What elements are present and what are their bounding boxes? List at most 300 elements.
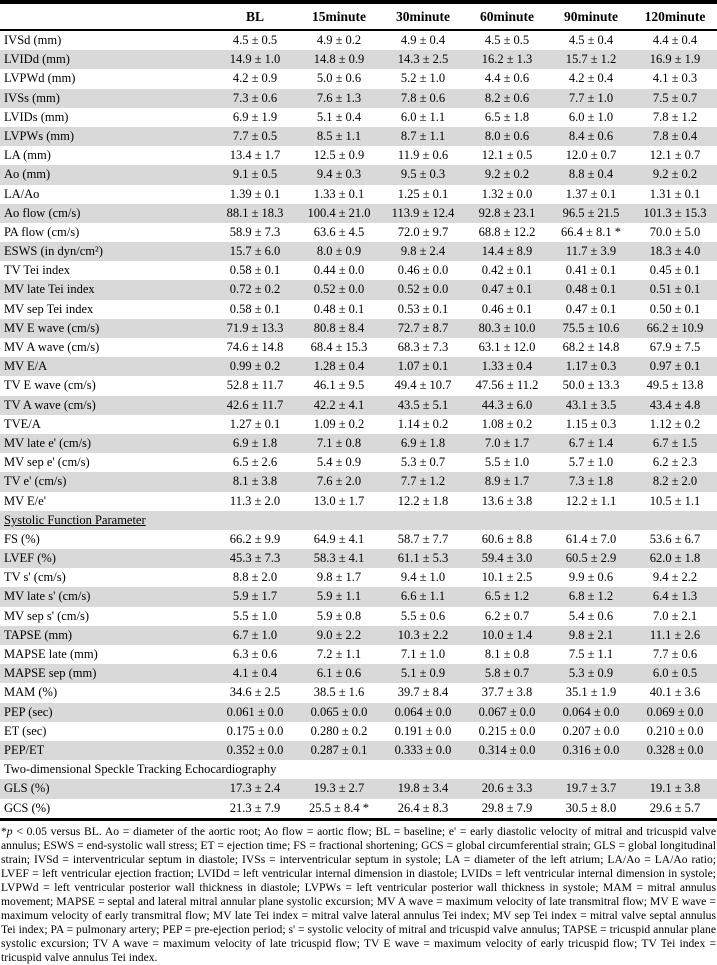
- cell-value: 7.7 ± 1.0: [568, 90, 614, 105]
- table-row: [0, 338, 717, 357]
- cell-value: 4.9 ± 0.2: [316, 33, 362, 47]
- row-label: TAPSE (mm): [4, 627, 73, 642]
- cell-value: 4.5 ± 0.5: [232, 33, 278, 47]
- cell-value: 44.3 ± 6.0: [481, 397, 533, 412]
- cell-value: 7.1 ± 1.0: [400, 647, 446, 661]
- cell-value: 0.065 ± 0.0: [310, 704, 368, 719]
- cell-value: 8.4 ± 0.6: [568, 128, 614, 143]
- cell-value: 6.9 ± 1.9: [232, 109, 278, 124]
- cell-value: 42.6 ± 11.7: [226, 397, 284, 412]
- cell-value: 88.1 ± 18.3: [226, 205, 284, 220]
- cell-value: 5.0 ± 0.6: [316, 71, 362, 86]
- row-label: TV A wave (cm/s): [4, 397, 96, 412]
- cell-value: 0.47 ± 0.1: [481, 282, 533, 297]
- cell-value: 21.3 ± 7.9: [229, 800, 281, 815]
- cell-value: 72.7 ± 8.7: [397, 320, 449, 335]
- cell-value: 43.5 ± 5.1: [397, 397, 449, 412]
- cell-value: 5.9 ± 1.7: [232, 589, 278, 604]
- cell-value: 0.067 ± 0.0: [478, 704, 536, 719]
- cell-value: 6.0 ± 0.5: [652, 666, 698, 681]
- cell-value: 66.2 ± 10.9: [646, 320, 704, 335]
- cell-value: 62.0 ± 1.8: [649, 551, 701, 566]
- cell-value: 50.0 ± 13.3: [562, 378, 620, 393]
- table-row: [0, 223, 717, 242]
- cell-value: 29.8 ± 7.9: [481, 800, 533, 815]
- cell-value: 8.2 ± 2.0: [652, 474, 698, 489]
- table-row: [0, 242, 717, 261]
- cell-value: 113.9 ± 12.4: [391, 205, 455, 220]
- row-label: MV E/e': [4, 493, 46, 508]
- cell-value: 0.069 ± 0.0: [646, 704, 704, 719]
- row-label: MV sep e' (cm/s): [4, 455, 90, 470]
- cell-value: 6.3 ± 0.6: [232, 647, 278, 661]
- cell-value: 1.25 ± 0.1: [397, 186, 449, 201]
- cell-value: 9.2 ± 0.2: [652, 167, 698, 182]
- cell-value: 66.4 ± 8.1 *: [561, 224, 621, 239]
- cell-value: 72.0 ± 9.7: [397, 224, 449, 239]
- cell-value: 63.1 ± 12.0: [478, 340, 536, 354]
- cell-value: 0.314 ± 0.0: [478, 742, 536, 757]
- row-label: IVSd (mm): [4, 33, 62, 47]
- cell-value: 6.2 ± 2.3: [652, 455, 698, 470]
- cell-value: 13.0 ± 1.7: [313, 493, 365, 508]
- cell-value: 16.9 ± 1.9: [649, 52, 701, 67]
- cell-value: 29.6 ± 5.7: [649, 800, 701, 815]
- table-row: [0, 626, 717, 645]
- cell-value: 68.8 ± 12.2: [478, 224, 536, 239]
- cell-value: 75.5 ± 10.6: [562, 320, 620, 335]
- cell-value: 43.4 ± 4.8: [649, 397, 701, 412]
- cell-value: 0.48 ± 0.1: [313, 301, 365, 316]
- table-row: [0, 300, 717, 319]
- cell-value: 1.27 ± 0.1: [229, 416, 281, 431]
- cell-value: 7.0 ± 1.7: [484, 435, 530, 450]
- table-row: [0, 31, 717, 50]
- cell-value: 7.5 ± 1.1: [568, 647, 614, 661]
- cell-value: 15.7 ± 1.2: [565, 52, 617, 67]
- cell-value: 6.5 ± 2.6: [232, 455, 278, 470]
- cell-value: 8.1 ± 3.8: [232, 474, 278, 489]
- cell-value: 12.1 ± 0.5: [481, 148, 533, 163]
- cell-value: 0.42 ± 0.1: [481, 263, 533, 278]
- cell-value: 66.2 ± 9.9: [229, 531, 281, 546]
- section-row: [0, 760, 717, 779]
- cell-value: 0.333 ± 0.0: [394, 742, 452, 757]
- table-header-row: [0, 4, 717, 31]
- cell-value: 0.51 ± 0.1: [649, 282, 701, 297]
- cell-value: 92.8 ± 23.1: [478, 205, 536, 220]
- cell-value: 37.7 ± 3.8: [481, 685, 533, 700]
- table-row: [0, 185, 717, 204]
- cell-value: 68.2 ± 14.8: [562, 340, 620, 354]
- cell-value: 80.3 ± 10.0: [478, 320, 536, 335]
- table-row: [0, 587, 717, 606]
- row-label: PEP (sec): [4, 704, 53, 719]
- cell-value: 42.2 ± 4.1: [313, 397, 365, 412]
- cell-value: 49.5 ± 13.8: [646, 378, 704, 393]
- cell-value: 5.8 ± 0.7: [484, 666, 530, 681]
- cell-value: 8.1 ± 0.8: [484, 647, 530, 661]
- cell-value: 7.6 ± 1.3: [316, 90, 362, 105]
- cell-value: 7.7 ± 0.6: [652, 647, 698, 661]
- cell-value: 47.56 ± 11.2: [475, 378, 539, 393]
- table-row: [0, 607, 717, 626]
- cell-value: 9.0 ± 2.2: [316, 627, 362, 642]
- column-header: 90minute: [564, 9, 618, 24]
- cell-value: 13.6 ± 3.8: [481, 493, 533, 508]
- cell-value: 12.1 ± 0.7: [649, 148, 701, 163]
- row-label: FS (%): [4, 531, 40, 546]
- cell-value: 40.1 ± 3.6: [649, 685, 701, 700]
- table-row: [0, 69, 717, 88]
- cell-value: 9.4 ± 2.2: [652, 570, 698, 585]
- cell-value: 0.287 ± 0.1: [310, 742, 368, 757]
- cell-value: 12.2 ± 1.1: [565, 493, 617, 508]
- cell-value: 0.99 ± 0.2: [229, 359, 281, 374]
- cell-value: 7.6 ± 2.0: [316, 474, 362, 489]
- footnote: [0, 821, 717, 965]
- table-row: [0, 549, 717, 568]
- row-label: TVE/A: [4, 416, 41, 431]
- footnote-text: < 0.05 versus BL. Ao = diameter of the aortic root; Ao flow = aortic flow; BL = baseline; e' = early diastolic velocity of mitral and tricuspid valve annulus; ESWS = end-systolic wall stress; ET = ejection time; FS = fractional shortening; GCS = global circumferential strain; GLS = global longitudinal strain; IVSd = interventricular septum in diastole; IVSs = interventricular septum in systole; LA = diameter of the left atrium; LA/Ao = LA/Ao ratio; LVEF = left ventricular ejection fraction; LVIDd = left ventricular internal dimension in diastole; LVIDs = left ventricular internal dimension in systole; LVPWd = left ventricular posterior wall thickness in diastole; LVPWs = left ventricular posterior wall thickness in systole; MAM = mitral annulus movement; MAPSE = septal and lateral mitral annular plane systolic excursion; MV A wave = maximum velocity of late transmitral flow; MV E wave = maximum velocity of early transmitral flow; MV late Tei index = mitral valve lateral annulus Tei index; MV sep Tei index = mitral valve septal annulus Tei index; PA = pulmonary artery; PEP = pre-ejection period; s' = systolic velocity of mitral and tricuspid valve annulus; TAPSE = tricuspid annular plane systolic excursion; TV A wave = maximum velocity of late tricuspid flow; TV E wave = maximum velocity of early tricuspid flow; TV Tei index = tricuspid valve annulus Tei index.: [1, 824, 716, 964]
- row-label: GLS (%): [4, 781, 50, 796]
- cell-value: 0.58 ± 0.1: [229, 263, 281, 278]
- footnote-italic-p: p: [6, 824, 13, 838]
- cell-value: 19.8 ± 3.4: [397, 781, 449, 796]
- column-header: 15minute: [312, 9, 366, 24]
- cell-value: 1.08 ± 0.2: [481, 416, 533, 431]
- cell-value: 10.5 ± 1.1: [649, 493, 701, 508]
- cell-value: 5.3 ± 0.9: [568, 666, 614, 681]
- row-label: TV Tei index: [4, 263, 71, 278]
- cell-value: 0.061 ± 0.0: [226, 704, 284, 719]
- cell-value: 0.52 ± 0.0: [313, 282, 365, 297]
- cell-value: 14.4 ± 8.9: [481, 244, 533, 259]
- cell-value: 4.2 ± 0.9: [232, 71, 278, 86]
- column-header: 30minute: [396, 9, 450, 24]
- cell-value: 1.32 ± 0.0: [481, 186, 533, 201]
- cell-value: 26.4 ± 8.3: [397, 800, 449, 815]
- row-label: MV late Tei index: [4, 282, 95, 297]
- table-row: [0, 741, 717, 760]
- cell-value: 8.7 ± 1.1: [400, 128, 446, 143]
- row-label: GCS (%): [4, 800, 51, 815]
- cell-value: 101.3 ± 15.3: [643, 205, 707, 220]
- cell-value: 70.0 ± 5.0: [649, 224, 701, 239]
- cell-value: 6.6 ± 1.1: [400, 589, 446, 604]
- row-label: LVEF (%): [4, 551, 56, 566]
- table-row: [0, 127, 717, 146]
- cell-value: 8.8 ± 0.4: [568, 167, 614, 182]
- cell-value: 4.2 ± 0.4: [568, 71, 614, 86]
- table-row: [0, 376, 717, 395]
- table-row: [0, 664, 717, 683]
- cell-value: 43.1 ± 3.5: [565, 397, 617, 412]
- cell-value: 7.8 ± 0.4: [652, 128, 698, 143]
- cell-value: 0.316 ± 0.0: [562, 742, 620, 757]
- cell-value: 0.46 ± 0.0: [397, 263, 449, 278]
- cell-value: 0.97 ± 0.1: [649, 359, 701, 374]
- row-label: MV late s' (cm/s): [4, 589, 91, 604]
- cell-value: 7.8 ± 1.2: [652, 109, 698, 124]
- cell-value: 9.4 ± 1.0: [400, 570, 446, 585]
- cell-value: 20.6 ± 3.3: [481, 781, 533, 796]
- row-label: MV A wave (cm/s): [4, 340, 100, 354]
- table-row: [0, 108, 717, 127]
- cell-value: 60.6 ± 8.8: [481, 531, 533, 546]
- cell-value: 60.5 ± 2.9: [565, 551, 617, 566]
- cell-value: 4.4 ± 0.4: [652, 33, 698, 47]
- cell-value: 7.3 ± 0.6: [232, 90, 278, 105]
- table-row: [0, 89, 717, 108]
- cell-value: 1.14 ± 0.2: [397, 416, 449, 431]
- cell-value: 71.9 ± 13.3: [226, 320, 284, 335]
- cell-value: 1.09 ± 0.2: [313, 416, 365, 431]
- cell-value: 4.9 ± 0.4: [400, 33, 446, 47]
- cell-value: 34.6 ± 2.5: [229, 685, 281, 700]
- cell-value: 6.5 ± 1.2: [484, 589, 530, 604]
- cell-value: 4.5 ± 0.4: [568, 33, 614, 47]
- cell-value: 96.5 ± 21.5: [562, 205, 620, 220]
- row-label: LA/Ao: [4, 186, 40, 201]
- cell-value: 5.1 ± 0.4: [316, 109, 362, 124]
- cell-value: 80.8 ± 8.4: [313, 320, 365, 335]
- cell-value: 5.5 ± 0.6: [400, 608, 446, 623]
- cell-value: 67.9 ± 7.5: [649, 340, 701, 354]
- cell-value: 25.5 ± 8.4 *: [309, 800, 369, 815]
- cell-value: 6.9 ± 1.8: [400, 435, 446, 450]
- footnote-asterisk: *: [1, 824, 7, 838]
- cell-value: 0.58 ± 0.1: [229, 301, 281, 316]
- table-row: [0, 530, 717, 549]
- cell-value: 1.31 ± 0.1: [649, 186, 701, 201]
- row-label: TV s' (cm/s): [4, 570, 66, 585]
- table-row: [0, 261, 717, 280]
- cell-value: 61.4 ± 7.0: [565, 531, 617, 546]
- row-label: PA flow (cm/s): [4, 224, 80, 239]
- cell-value: 0.328 ± 0.0: [646, 742, 704, 757]
- table-row: [0, 683, 717, 702]
- row-label: LVIDd (mm): [4, 52, 70, 67]
- table-row: [0, 779, 717, 798]
- cell-value: 12.0 ± 0.7: [565, 148, 617, 163]
- row-label: PEP/ET: [4, 742, 45, 757]
- row-label: LVIDs (mm): [4, 109, 69, 124]
- cell-value: 5.9 ± 1.1: [316, 589, 362, 604]
- cell-value: 10.0 ± 1.4: [481, 627, 533, 642]
- table-row: [0, 472, 717, 491]
- cell-value: 5.3 ± 0.7: [400, 455, 446, 470]
- cell-value: 1.12 ± 0.2: [649, 416, 701, 431]
- cell-value: 5.2 ± 1.0: [400, 71, 446, 86]
- cell-value: 9.1 ± 0.5: [232, 167, 278, 182]
- row-label: MV late e' (cm/s): [4, 435, 92, 450]
- table-row: [0, 492, 717, 511]
- cell-value: 0.064 ± 0.0: [562, 704, 620, 719]
- cell-value: 11.7 ± 3.9: [565, 244, 617, 259]
- cell-value: 74.6 ± 14.8: [226, 340, 284, 354]
- cell-value: 7.3 ± 1.8: [568, 474, 614, 489]
- row-label: TV E wave (cm/s): [4, 378, 96, 393]
- cell-value: 35.1 ± 1.9: [565, 685, 617, 700]
- cell-value: 6.1 ± 0.6: [316, 666, 362, 681]
- table-row: [0, 799, 717, 818]
- cell-value: 10.3 ± 2.2: [397, 627, 449, 642]
- column-header: BL: [245, 9, 264, 24]
- cell-value: 11.3 ± 2.0: [229, 493, 281, 508]
- table-row: [0, 415, 717, 434]
- cell-value: 6.7 ± 1.4: [568, 435, 614, 450]
- cell-value: 7.1 ± 0.8: [316, 435, 362, 450]
- cell-value: 14.8 ± 0.9: [313, 52, 365, 67]
- cell-value: 1.17 ± 0.3: [565, 359, 617, 374]
- row-label: Ao (mm): [4, 167, 51, 182]
- cell-value: 5.1 ± 0.9: [400, 666, 446, 681]
- row-label: MV E wave (cm/s): [4, 320, 100, 335]
- cell-value: 6.0 ± 1.1: [400, 109, 446, 124]
- cell-value: 0.41 ± 0.1: [565, 263, 617, 278]
- cell-value: 9.4 ± 0.3: [316, 167, 362, 182]
- table-body: [0, 31, 717, 818]
- cell-value: 6.7 ± 1.0: [232, 627, 278, 642]
- cell-value: 100.4 ± 21.0: [307, 205, 371, 220]
- table-row: [0, 357, 717, 376]
- cell-value: 7.7 ± 1.2: [400, 474, 446, 489]
- cell-value: 7.8 ± 0.6: [400, 90, 446, 105]
- cell-value: 1.39 ± 0.1: [229, 186, 281, 201]
- cell-value: 8.0 ± 0.9: [316, 244, 362, 259]
- table-row: [0, 319, 717, 338]
- cell-value: 53.6 ± 6.7: [649, 531, 701, 546]
- table-row: [0, 50, 717, 69]
- row-label: MV sep s' (cm/s): [4, 608, 90, 623]
- cell-value: 14.9 ± 1.0: [229, 52, 281, 67]
- cell-value: 18.3 ± 4.0: [649, 244, 701, 259]
- table-row: [0, 434, 717, 453]
- cell-value: 6.4 ± 1.3: [652, 589, 698, 604]
- cell-value: 0.47 ± 0.1: [565, 301, 617, 316]
- cell-value: 4.5 ± 0.5: [484, 33, 530, 47]
- cell-value: 9.2 ± 0.2: [484, 167, 530, 182]
- cell-value: 0.52 ± 0.0: [397, 282, 449, 297]
- cell-value: 58.7 ± 7.7: [397, 531, 449, 546]
- cell-value: 9.8 ± 1.7: [316, 570, 362, 585]
- cell-value: 16.2 ± 1.3: [481, 52, 533, 67]
- cell-value: 17.3 ± 2.4: [229, 781, 281, 796]
- cell-value: 8.2 ± 0.6: [484, 90, 530, 105]
- cell-value: 1.37 ± 0.1: [565, 186, 617, 201]
- cell-value: 6.8 ± 1.2: [568, 589, 614, 604]
- cell-value: 45.3 ± 7.3: [229, 551, 281, 566]
- cell-value: 6.9 ± 1.8: [232, 435, 278, 450]
- table-row: [0, 453, 717, 472]
- table-row: [0, 165, 717, 184]
- cell-value: 30.5 ± 8.0: [565, 800, 617, 815]
- cell-value: 52.8 ± 11.7: [226, 378, 284, 393]
- row-label: MV sep Tei index: [4, 301, 94, 316]
- cell-value: 8.0 ± 0.6: [484, 128, 530, 143]
- row-label: ET (sec): [4, 723, 47, 738]
- cell-value: 0.207 ± 0.0: [562, 723, 620, 738]
- cell-value: 63.6 ± 4.5: [313, 224, 365, 239]
- cell-value: 5.7 ± 1.0: [568, 455, 614, 470]
- cell-value: 0.280 ± 0.2: [310, 723, 368, 738]
- row-label: ESWS (in dyn/cm²): [4, 244, 103, 259]
- row-label: MAPSE late (mm): [4, 647, 98, 661]
- cell-value: 5.5 ± 1.0: [232, 608, 278, 623]
- cell-value: 39.7 ± 8.4: [397, 685, 449, 700]
- section-title: Systolic Function Parameter: [4, 512, 146, 527]
- table-row: [0, 722, 717, 741]
- cell-value: 9.9 ± 0.6: [568, 570, 614, 585]
- cell-value: 0.48 ± 0.1: [565, 282, 617, 297]
- cell-value: 7.7 ± 0.5: [232, 128, 278, 143]
- cell-value: 0.44 ± 0.0: [313, 263, 365, 278]
- cell-value: 38.5 ± 1.6: [313, 685, 365, 700]
- table-row: [0, 568, 717, 587]
- cell-value: 1.33 ± 0.4: [481, 359, 533, 374]
- cell-value: 0.352 ± 0.0: [226, 742, 284, 757]
- cell-value: 1.28 ± 0.4: [313, 359, 365, 374]
- cell-value: 0.191 ± 0.0: [394, 723, 452, 738]
- cell-value: 0.50 ± 0.1: [649, 301, 701, 316]
- cell-value: 9.5 ± 0.3: [400, 167, 446, 182]
- section-row: [0, 511, 717, 530]
- cell-value: 15.7 ± 6.0: [229, 244, 281, 259]
- cell-value: 5.4 ± 0.6: [568, 608, 614, 623]
- cell-value: 7.0 ± 2.1: [652, 608, 698, 623]
- cell-value: 61.1 ± 5.3: [397, 551, 449, 566]
- cell-value: 4.4 ± 0.6: [484, 71, 530, 86]
- cell-value: 8.9 ± 1.7: [484, 474, 530, 489]
- cell-value: 6.0 ± 1.0: [568, 109, 614, 124]
- cell-value: 1.15 ± 0.3: [565, 416, 617, 431]
- cell-value: 7.2 ± 1.1: [316, 647, 362, 661]
- cell-value: 0.215 ± 0.0: [478, 723, 536, 738]
- row-label: MAM (%): [4, 685, 58, 700]
- cell-value: 8.8 ± 2.0: [232, 570, 278, 585]
- cell-value: 5.9 ± 0.8: [316, 608, 362, 623]
- cell-value: 13.4 ± 1.7: [229, 148, 281, 163]
- cell-value: 12.2 ± 1.8: [397, 493, 449, 508]
- row-label: IVSs (mm): [4, 90, 60, 105]
- cell-value: 12.5 ± 0.9: [313, 148, 365, 163]
- table-row: [0, 396, 717, 415]
- cell-value: 11.9 ± 0.6: [397, 148, 449, 163]
- cell-value: 9.8 ± 2.4: [400, 244, 446, 259]
- cell-value: 64.9 ± 4.1: [313, 531, 365, 546]
- cell-value: 0.210 ± 0.0: [646, 723, 704, 738]
- cell-value: 68.3 ± 7.3: [397, 340, 449, 354]
- cell-value: 49.4 ± 10.7: [394, 378, 452, 393]
- cell-value: 6.5 ± 1.8: [484, 109, 530, 124]
- cell-value: 19.7 ± 3.7: [565, 781, 617, 796]
- cell-value: 6.2 ± 0.7: [484, 608, 530, 623]
- cell-value: 58.9 ± 7.3: [229, 224, 281, 239]
- row-label: TV e' (cm/s): [4, 474, 67, 489]
- cell-value: 5.4 ± 0.9: [316, 455, 362, 470]
- cell-value: 5.5 ± 1.0: [484, 455, 530, 470]
- table-row: [0, 146, 717, 165]
- cell-value: 14.3 ± 2.5: [397, 52, 449, 67]
- row-label: MAPSE sep (mm): [4, 666, 97, 681]
- cell-value: 9.8 ± 2.1: [568, 627, 614, 642]
- row-label: MV E/A: [4, 359, 48, 374]
- section-title: Two-dimensional Speckle Tracking Echocardiography: [4, 762, 277, 777]
- cell-value: 0.46 ± 0.1: [481, 301, 533, 316]
- row-label: LVPWs (mm): [4, 128, 75, 143]
- cell-value: 19.3 ± 2.7: [313, 781, 365, 796]
